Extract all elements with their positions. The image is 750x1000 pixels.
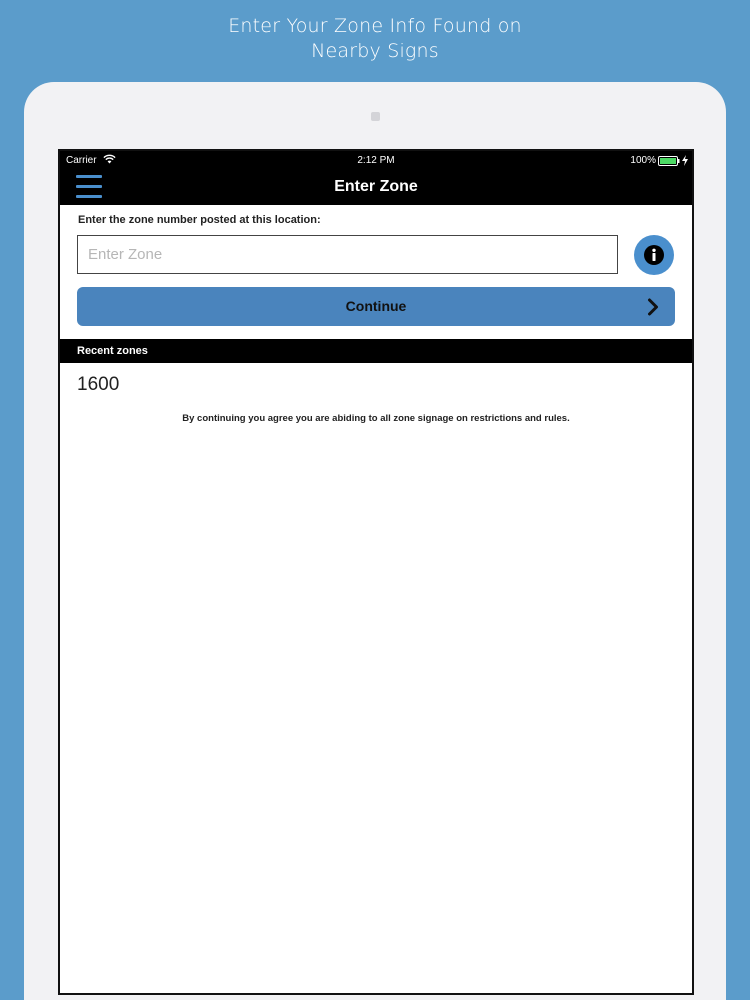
continue-label: Continue [345,298,407,314]
page-title: Enter Zone [334,178,418,195]
promo-line-1: Enter Your Zone Info Found on [228,15,522,37]
info-icon [643,244,665,266]
promo-headline [0,14,750,64]
continue-button[interactable] [77,287,675,326]
recent-zones-header [60,339,692,363]
carrier-label: Carrier [66,155,97,166]
disclaimer-text: By continuing you agree you are abiding to all zone signage on restrictions and rules. [182,413,570,424]
nav-bar [60,171,692,205]
battery-percent: 100% [630,155,656,166]
charging-bolt-icon [682,155,688,166]
camera-icon [371,112,380,121]
zone-prompt-label: Enter the zone number posted at this location: [78,214,321,226]
app-screen [58,149,694,995]
chevron-right-icon [647,298,659,316]
zone-input[interactable] [77,235,618,274]
recent-zone-item[interactable]: 1600 [77,374,120,395]
info-button[interactable] [634,235,674,275]
recent-zones-label: Recent zones [77,345,148,357]
promo-line-2: Nearby Signs [311,40,439,62]
status-bar [60,151,692,171]
status-time: 2:12 PM [357,155,395,166]
battery-icon [658,156,680,166]
